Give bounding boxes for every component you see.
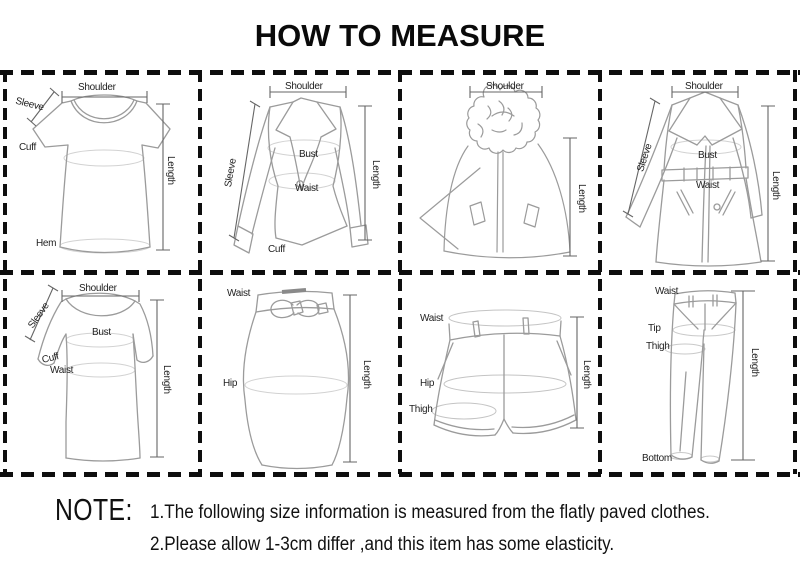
panel-blazer (200, 68, 400, 268)
panel-shorts (400, 272, 600, 472)
label-thigh: Thigh (409, 404, 433, 415)
panel-pants (600, 272, 800, 472)
pants-drawing (600, 272, 800, 472)
label-length: Length (770, 171, 781, 200)
label-hip: Hip (420, 378, 435, 389)
measure-lines (470, 86, 577, 256)
label-tip: Tip (648, 323, 661, 334)
trench-coat-drawing (600, 68, 800, 268)
note-line-1: 1.The following size information is measured from the flatly paved clothes. (150, 502, 710, 523)
label-cuff: Cuff (40, 351, 60, 366)
label-length: Length (749, 348, 760, 377)
label-waist: Waist (420, 313, 444, 324)
label-length: Length (581, 360, 592, 389)
label-waist: Waist (655, 286, 679, 297)
label-length: Length (370, 160, 381, 189)
label-thigh: Thigh (646, 341, 670, 352)
label-length: Length (165, 156, 176, 185)
label-bust: Bust (299, 149, 318, 160)
measure-lines (343, 295, 357, 462)
panel-fur-cape (400, 68, 600, 268)
label-shoulder: Shoulder (486, 81, 524, 92)
label-hem: Hem (36, 238, 57, 249)
note-heading: NOTE: (55, 492, 133, 527)
label-cuff: Cuff (19, 142, 36, 153)
panel-tshirt (0, 68, 200, 268)
label-sleeve: Sleeve (26, 300, 52, 331)
label-shoulder: Shoulder (78, 82, 116, 93)
label-waist: Waist (50, 365, 74, 376)
fur-cape-drawing (400, 68, 600, 268)
label-waist: Waist (295, 183, 319, 194)
panel-trench-coat (600, 68, 800, 268)
page-title: HOW TO MEASURE (254, 18, 546, 53)
label-sleeve: Sleeve (635, 142, 655, 174)
label-bust: Bust (92, 327, 111, 338)
label-shoulder: Shoulder (79, 283, 117, 294)
label-length: Length (576, 184, 587, 213)
label-shoulder: Shoulder (285, 81, 323, 92)
label-waist: Waist (227, 288, 251, 299)
panel-skirt (200, 272, 400, 472)
label-shoulder: Shoulder (685, 81, 723, 92)
label-cuff: Cuff (268, 244, 285, 255)
label-length: Length (161, 365, 172, 394)
panel-dress (0, 272, 200, 472)
label-bust: Bust (698, 150, 717, 161)
label-hip: Hip (223, 378, 238, 389)
measure-lines (229, 86, 372, 241)
shorts-drawing (400, 272, 600, 472)
label-sleeve: Sleeve (14, 95, 45, 114)
label-sleeve: Sleeve (222, 157, 239, 189)
label-waist: Waist (696, 180, 720, 191)
label-length: Length (361, 360, 372, 389)
label-bottom: Bottom (642, 453, 672, 464)
note-line-2: 2.Please allow 1-3cm differ ,and this item has some elasticity. (150, 534, 615, 555)
